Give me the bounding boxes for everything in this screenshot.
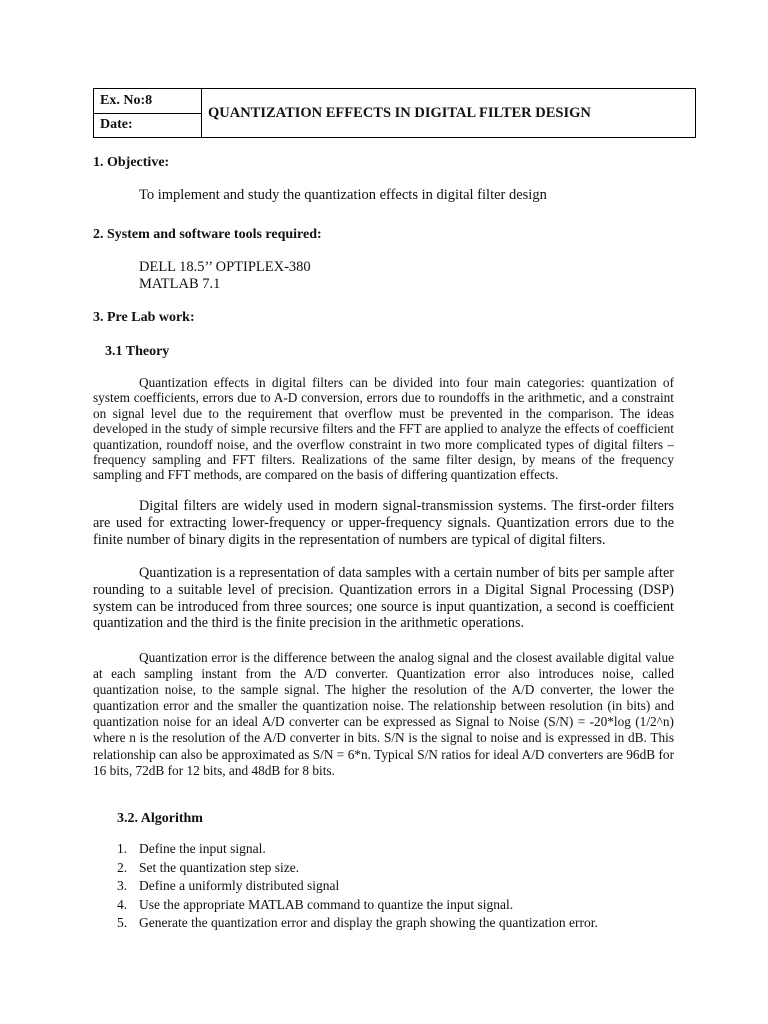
objective-heading: 1. Objective:: [93, 155, 170, 170]
algorithm-step: 4. Use the appropriate MATLAB command to quantize the input signal.: [117, 896, 514, 912]
algorithm-step: 3. Define a uniformly distributed signal: [117, 878, 340, 894]
tools-item: MATLAB 7.1: [139, 276, 221, 292]
ex-no-cell: Ex. No:8: [94, 89, 202, 114]
algorithm-step: 1. Define the input signal.: [117, 841, 266, 856]
theory-heading: 3.1 Theory: [105, 344, 170, 359]
date-cell: Date:: [94, 113, 202, 138]
algorithm-steps: [93, 840, 598, 933]
experiment-header-table: [93, 88, 696, 138]
experiment-title: QUANTIZATION EFFECTS IN DIGITAL FILTER DESIGN: [202, 89, 696, 138]
tools-heading: 2. System and software tools required:: [93, 227, 322, 242]
theory-paragraph: Digital filters are widely used in modern signal-transmission systems. The first-order filters are used for extracting lower-frequency or upper-frequency signals. Quantization errors due to the finite number of binary digits in the representation of numbers are typical of digital filters.: [93, 498, 674, 548]
prelab-heading: 3. Pre Lab work:: [93, 310, 195, 325]
algorithm-step: 2. Set the quantization step size.: [117, 859, 300, 875]
theory-paragraph: Quantization effects in digital filters can be divided into four main categories: quantization of system coefficients, errors due to A-D conversion, errors due to roundoffs in the arithmetic, and a constraint on signal level due to the requirement that overflow must be prevented in the comparison. The ideas developed in the study of simple recursive filters and the FFT are applied to analyze the effects of coefficient quantization, roundoff noise, and the overflow constraint in two more complicated types of digital filters – frequency sampling and FFT filters. Realizations of the same filter design, by means of the frequency sampling and FFT methods, are compared on the basis of differing quantization effects.: [93, 375, 674, 483]
theory-paragraph: Quantization is a representation of data samples with a certain number of bits per sample after rounding to a suitable level of precision. Quantization errors in a Digital Signal Processing (DSP) system can be introduced from three sources; one source is input quantization, a second is coefficient quantization and the third is the finite precision in the arithmetic operations.: [93, 565, 674, 632]
algorithm-step: 5. Generate the quantization error and display the graph showing the quantization error.: [117, 915, 598, 931]
algorithm-heading: 3.2. Algorithm: [117, 811, 203, 826]
tools-item: DELL 18.5’’ OPTIPLEX-380: [139, 259, 311, 275]
theory-paragraph: Quantization error is the difference between the analog signal and the closest available digital value at each sampling instant from the A/D converter. Quantization error also introduces noise, called quantization noise, to the sample signal. The higher the resolution of the A/D converter, the lower the quantization error and the smaller the quantization noise. The relationship between resolution (in bits) and quantization noise for an ideal A/D converter can be expressed as Signal to Noise (S/N) = -20*log (1/2^n) where n is the resolution of the A/D converter in bits. S/N is the signal to noise and is expressed in dB. This relationship can also be approximated as S/N = 6*n. Typical S/N ratios for ideal A/D converters are 96dB for 16 bits, 72dB for 12 bits, and 48dB for 8 bits.: [93, 650, 674, 778]
objective-text: To implement and study the quantization effects in digital filter design: [139, 187, 547, 203]
